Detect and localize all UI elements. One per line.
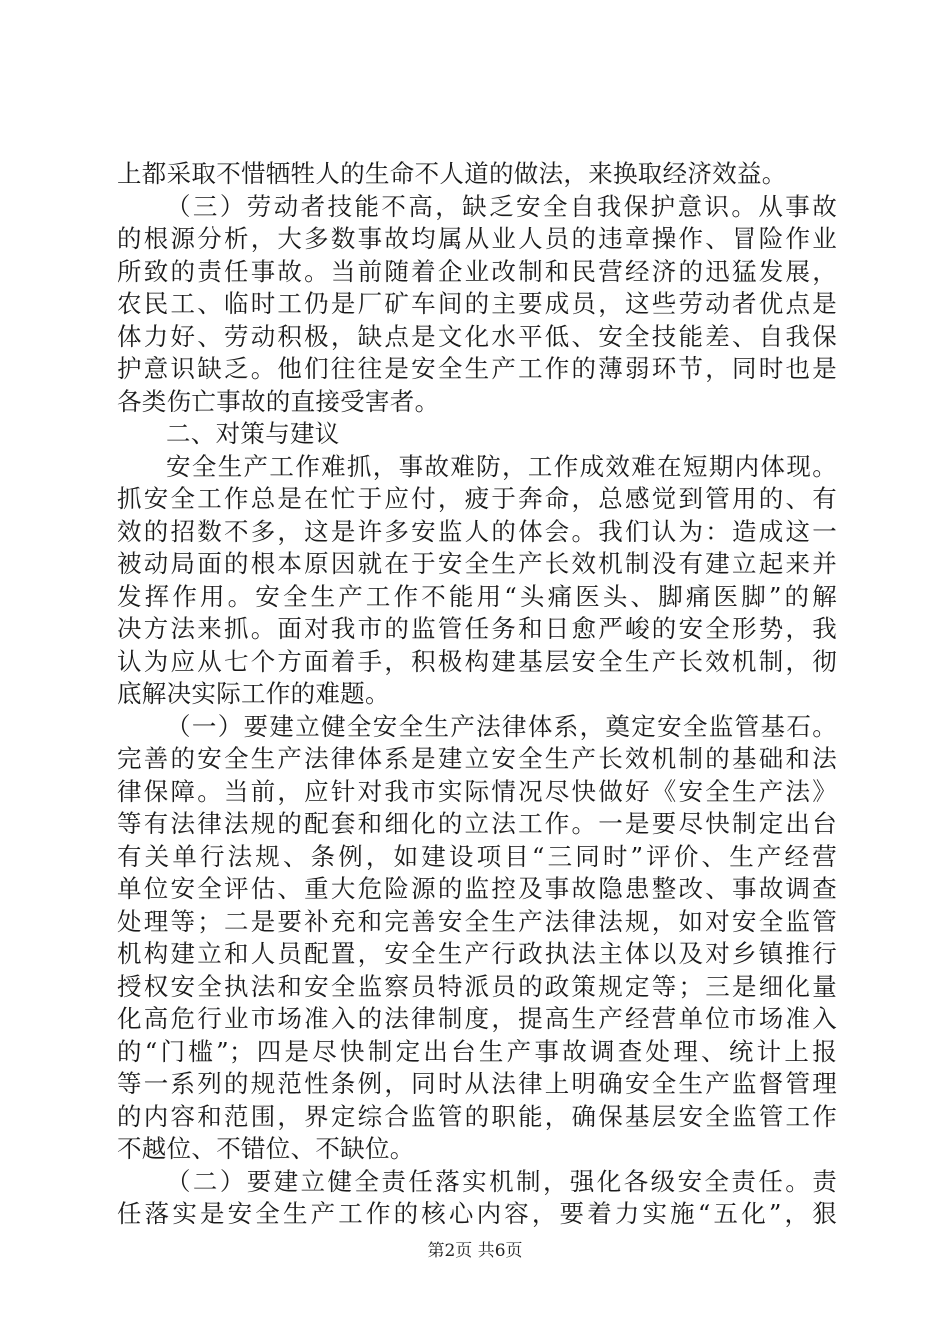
page-number-footer: 第2页 共6页 [427,1241,523,1261]
text-line: 认为应从七个方面着手，积极构建基层安全生产长效机制，彻 [117,646,837,676]
text-line: 处理等；二是要补充和完善安全生产法律法规，如对安全监管 [117,906,837,936]
text-line: 机构建立和人员配置，安全生产行政执法主体以及对乡镇推行 [117,939,837,968]
text-line: 授权安全执法和安全监察员特派员的政策规定等；三是细化量 [117,971,837,1001]
text-line: 底解决实际工作的难题。 [117,679,390,708]
text-line: 被动局面的根本原因就在于安全生产长效机制没有建立起来并 [117,549,837,578]
text-line: 各类伤亡事故的直接受害者。 [117,386,440,416]
text-line: 的根源分析，大多数事故均属从业人员的违章操作、冒险作业 [117,224,837,253]
text-line: 化高危行业市场准入的法律制度，提高生产经营单位市场准入 [117,1004,837,1033]
text-line: 等一系列的规范性条例，同时从法律上明确安全生产监督管理 [117,1069,837,1098]
section-heading: 二、对策与建议 [166,419,340,448]
document-body [117,158,837,1231]
text-line: 有关单行法规、条例，如建设项目“三同时”评价、生产经营 [117,841,837,871]
text-line: 不越位、不错位、不缺位。 [117,1134,415,1163]
text-line: 律保障。当前，应针对我市实际情况尽快做好《安全生产法》 [117,776,837,806]
text-line: 农民工、临时工仍是厂矿车间的主要成员，这些劳动者优点是 [117,289,837,318]
text-line: 所致的责任事故。当前随着企业改制和民营经济的迅猛发展， [117,256,837,286]
text-line: 任落实是安全生产工作的核心内容，要着力实施“五化”，狠 [117,1199,837,1228]
text-line: 体力好、劳动积极，缺点是文化水平低、安全技能差、自我保 [117,321,837,351]
text-line: 决方法来抓。面对我市的监管任务和日愈严峻的安全形势，我 [117,614,837,643]
text-line: 完善的安全生产法律体系是建立安全生产长效机制的基础和法 [117,744,837,773]
text-line: 安全生产工作难抓，事故难防，工作成效难在短期内体现。 [166,451,837,481]
text-line: （二）要建立健全责任落实机制，强化各级安全责任。责 [166,1166,837,1196]
text-line: 护意识缺乏。他们往往是安全生产工作的薄弱环节，同时也是 [117,354,837,383]
text-line: 的“门槛”；四是尽快制定出台生产事故调查处理、统计上报 [117,1036,837,1066]
text-line: 的内容和范围，界定综合监管的职能，确保基层安全监管工作 [117,1101,837,1131]
text-line: 上都采取不惜牺牲人的生命不人道的做法，来换取经济效益。 [117,159,787,188]
text-line: （一）要建立健全安全生产法律体系，奠定安全监管基石。 [166,711,837,741]
text-line: 效的招数不多，这是许多安监人的体会。我们认为：造成这一 [117,516,837,546]
text-line: 发挥作用。安全生产工作不能用“头痛医头、脚痛医脚”的解 [117,581,837,611]
text-line: 单位安全评估、重大危险源的监控及事故隐患整改、事故调查 [117,874,837,903]
text-line: 抓安全工作总是在忙于应付，疲于奔命，总感觉到管用的、有 [117,484,837,513]
text-line: （三）劳动者技能不高，缺乏安全自我保护意识。从事故 [166,191,837,221]
text-line: 等有法律法规的配套和细化的立法工作。一是要尽快制定出台 [117,809,837,838]
